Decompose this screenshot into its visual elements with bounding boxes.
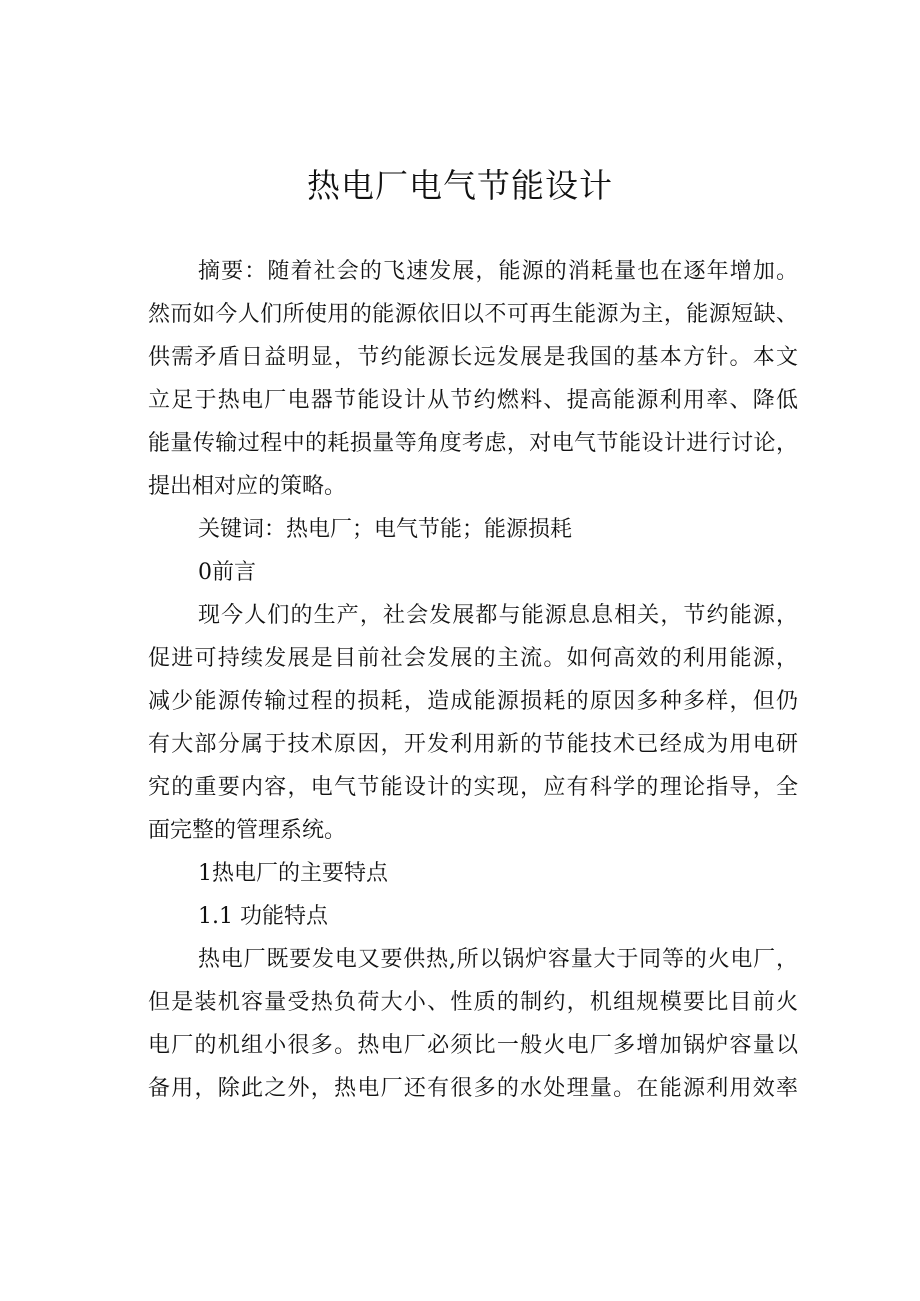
body-line-4: 备用，除此之外，热电厂还有很多的水处理量。在能源利用效率 (148, 1076, 798, 1101)
body-line-1: 热电厂既要发电又要供热,所以锅炉容量大于同等的火电厂， (198, 947, 798, 972)
abstract-line-6: 提出相对应的策略。 (148, 474, 347, 499)
section-heading-preface: 0前言 (198, 560, 256, 585)
keywords-line: 关键词：热电厂；电气节能；能源损耗 (198, 517, 573, 542)
section-heading-1: 1热电厂的主要特点 (198, 861, 388, 886)
preface-line-1: 现今人们的生产，社会发展都与能源息息相关，节约能源， (198, 603, 798, 628)
abstract-line-4: 立足于热电厂电器节能设计从节约燃料、提高能源利用率、降低 (148, 388, 798, 413)
body-line-2: 但是装机容量受热负荷大小、性质的制约，机组规模要比目前火 (148, 990, 798, 1015)
abstract-line-2: 然而如今人们所使用的能源依旧以不可再生能源为主，能源短缺、 (148, 302, 798, 327)
preface-line-2: 促进可持续发展是目前社会发展的主流。如何高效的利用能源， (148, 646, 798, 671)
section-heading-1-1: 1.1 功能特点 (198, 904, 328, 929)
preface-line-4: 有大部分属于技术原因，开发利用新的节能技术已经成为用电研 (148, 732, 798, 757)
abstract-line-5: 能量传输过程中的耗损量等角度考虑，对电气节能设计进行讨论， (148, 431, 798, 456)
document-title: 热电厂电气节能设计 (307, 166, 613, 205)
preface-line-3: 减少能源传输过程的损耗，造成能源损耗的原因多种多样，但仍 (148, 689, 798, 714)
body-line-3: 电厂的机组小很多。热电厂必须比一般火电厂多增加锅炉容量以 (148, 1033, 798, 1058)
preface-line-5: 究的重要内容，电气节能设计的实现，应有科学的理论指导，全 (148, 775, 798, 800)
preface-line-6: 面完整的管理系统。 (148, 818, 347, 843)
abstract-line-1: 摘要：随着社会的飞速发展，能源的消耗量也在逐年增加。 (198, 259, 798, 284)
abstract-line-3: 供需矛盾日益明显，节约能源长远发展是我国的基本方针。本文 (148, 345, 798, 370)
